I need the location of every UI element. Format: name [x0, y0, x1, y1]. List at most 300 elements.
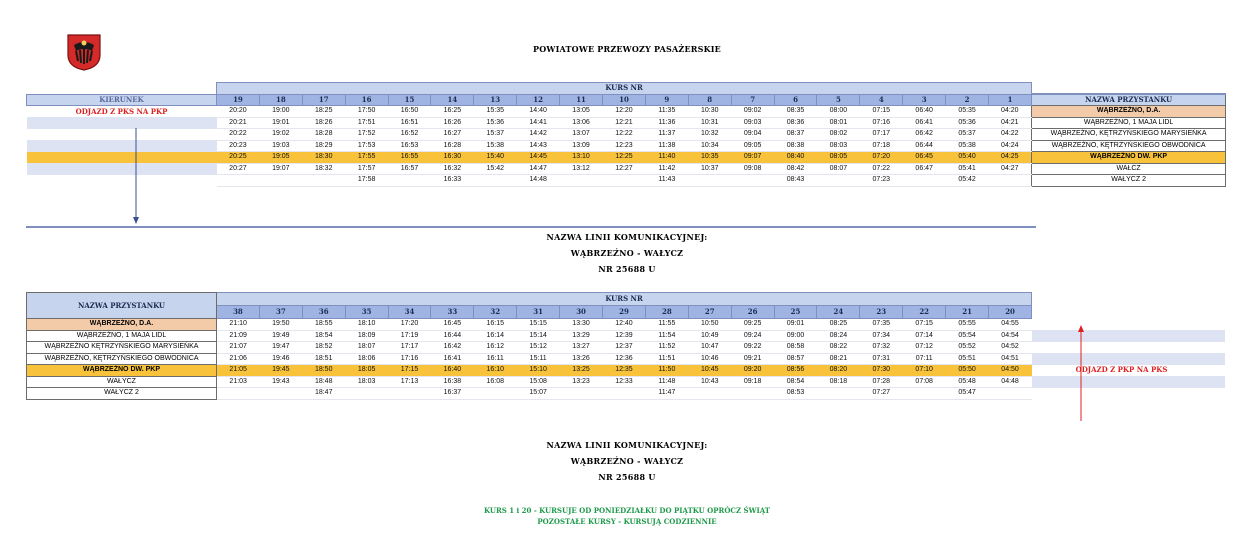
departure-time: 07:28: [860, 376, 903, 388]
departure-time: 17:15: [388, 365, 431, 377]
stop-name: WĄBRZEŹNO, D.A.: [27, 319, 217, 331]
kurs-nr-header: KURS NR: [217, 293, 1032, 306]
departure-time: 16:37: [431, 388, 474, 400]
table-row: [27, 163, 1226, 175]
departure-time: 12:40: [603, 319, 646, 331]
departure-time: [903, 388, 946, 400]
departure-time: 04:52: [989, 342, 1032, 354]
departure-time: 08:43: [774, 175, 817, 187]
departure-time: 12:39: [603, 330, 646, 342]
departure-time: 13:07: [560, 129, 603, 141]
stop-name: WĄBRZEŹNO, 1 MAJA LIDL: [27, 330, 217, 342]
departure-time: 16:42: [431, 342, 474, 354]
departure-time: 08:00: [817, 106, 860, 118]
departure-time: 16:40: [431, 365, 474, 377]
departure-time: [817, 175, 860, 187]
departure-time: 12:36: [603, 353, 646, 365]
departure-time: 10:35: [688, 152, 731, 164]
departure-time: 13:05: [560, 106, 603, 118]
direction-cell: [27, 129, 217, 141]
table-row: [27, 388, 1226, 400]
departure-time: 04:20: [989, 106, 1032, 118]
departure-time: 05:40: [946, 152, 989, 164]
departure-time: 14:40: [517, 106, 560, 118]
departure-time: [560, 175, 603, 187]
departure-time: 17:57: [345, 163, 388, 175]
course-number: 7: [731, 94, 774, 106]
stop-name: WĄBRZEŹNO, 1 MAJA LIDL: [1032, 117, 1226, 129]
departure-time: 10:34: [688, 140, 731, 152]
departure-time: 07:23: [860, 175, 903, 187]
stop-name-header: NAZWA PRZYSTANKU: [1032, 94, 1226, 106]
departure-time: 05:36: [946, 117, 989, 129]
departure-time: 07:15: [903, 319, 946, 331]
departure-time: 04:25: [989, 152, 1032, 164]
departure-time: 14:42: [517, 129, 560, 141]
departure-time: 15:11: [517, 353, 560, 365]
departure-time: 08:22: [817, 342, 860, 354]
departure-time: [817, 388, 860, 400]
line-name-label-2: NAZWA LINII KOMUNIKACYJNEJ:: [546, 440, 708, 450]
departure-time: 15:35: [474, 106, 517, 118]
departure-time: 16:32: [431, 163, 474, 175]
note-course-1-20: KURS 1 i 20 - KURSUJE OD PONIEDZIAŁKU DO PIĄTKU OPRÓCZ ŚWIĄT: [484, 506, 770, 515]
departure-time: 05:54: [946, 330, 989, 342]
course-number: 21: [946, 306, 989, 319]
departure-time: 08:37: [774, 129, 817, 141]
departure-time: 11:36: [645, 117, 688, 129]
departure-time: 20:27: [217, 163, 260, 175]
departure-time: 11:50: [645, 365, 688, 377]
departure-time: 08:02: [817, 129, 860, 141]
departure-time: [474, 175, 517, 187]
departure-time: 18:10: [345, 319, 388, 331]
departure-time: 12:22: [603, 129, 646, 141]
direction-cell: [27, 152, 217, 164]
departure-time: 18:09: [345, 330, 388, 342]
course-number: 22: [903, 306, 946, 319]
departure-time: 05:47: [946, 388, 989, 400]
table-row: [27, 152, 1226, 164]
departure-time: 04:55: [989, 319, 1032, 331]
departure-time: 09:04: [731, 129, 774, 141]
departure-time: 12:25: [603, 152, 646, 164]
course-number: 2: [946, 94, 989, 106]
departure-time: 07:30: [860, 365, 903, 377]
course-number: 25: [774, 306, 817, 319]
line-number-2: NR 25688 U: [598, 472, 656, 482]
departure-time: 11:35: [645, 106, 688, 118]
departure-time: 17:20: [388, 319, 431, 331]
departure-time: 12:33: [603, 376, 646, 388]
departure-time: 09:24: [731, 330, 774, 342]
departure-time: 08:20: [817, 365, 860, 377]
departure-time: 08:54: [774, 376, 817, 388]
departure-time: 19:49: [259, 330, 302, 342]
course-number: 36: [302, 306, 345, 319]
direction-arrow-down-icon: [132, 128, 140, 226]
departure-time: 13:25: [560, 365, 603, 377]
departure-time: 18:07: [345, 342, 388, 354]
stop-name: WĄBRZEŹNO, D.A.: [1032, 106, 1226, 118]
departure-time: 15:42: [474, 163, 517, 175]
departure-time: 05:50: [946, 365, 989, 377]
departure-time: 07:08: [903, 376, 946, 388]
stop-name: WAŁYCZ: [27, 376, 217, 388]
departure-time: 06:45: [903, 152, 946, 164]
departure-time: 16:14: [474, 330, 517, 342]
course-number: 34: [388, 306, 431, 319]
spacer: [1032, 306, 1226, 319]
departure-time: 12:23: [603, 140, 646, 152]
departure-time: 08:36: [774, 117, 817, 129]
departure-time: 07:27: [860, 388, 903, 400]
departure-time: 16:38: [431, 376, 474, 388]
departure-time: 07:12: [903, 342, 946, 354]
departure-time: 05:41: [946, 163, 989, 175]
departure-time: 09:07: [731, 152, 774, 164]
direction-cell: [27, 175, 217, 187]
course-number: 29: [603, 306, 646, 319]
stop-name-header: NAZWA PRZYSTANKU: [27, 293, 217, 319]
departure-time: 15:10: [517, 365, 560, 377]
departure-time: 04:22: [989, 129, 1032, 141]
departure-time: 21:06: [217, 353, 260, 365]
departure-time: 12:27: [603, 163, 646, 175]
departure-time: 16:41: [431, 353, 474, 365]
departure-time: [560, 388, 603, 400]
course-number: 13: [474, 94, 517, 106]
departure-time: 15:07: [517, 388, 560, 400]
departure-time: 16:12: [474, 342, 517, 354]
departure-time: 13:23: [560, 376, 603, 388]
departure-time: 20:21: [217, 117, 260, 129]
departure-time: [474, 388, 517, 400]
departure-time: 08:58: [774, 342, 817, 354]
departure-time: 16:51: [388, 117, 431, 129]
course-number: 27: [688, 306, 731, 319]
course-number: 35: [345, 306, 388, 319]
direction-cell: [1032, 353, 1226, 365]
departure-time: 05:35: [946, 106, 989, 118]
course-number: 28: [645, 306, 688, 319]
course-number: 5: [817, 94, 860, 106]
departure-time: 14:48: [517, 175, 560, 187]
departure-time: 19:47: [259, 342, 302, 354]
departure-time: 18:06: [345, 353, 388, 365]
departure-time: 07:10: [903, 365, 946, 377]
departure-time: 15:12: [517, 342, 560, 354]
course-number: 4: [860, 94, 903, 106]
departure-time: 05:51: [946, 353, 989, 365]
departure-time: 13:10: [560, 152, 603, 164]
departure-time: 11:54: [645, 330, 688, 342]
table-row: [27, 117, 1226, 129]
departure-time: 08:38: [774, 140, 817, 152]
departure-time: 16:26: [431, 117, 474, 129]
departure-time: 19:03: [259, 140, 302, 152]
stop-name: WĄBRZEŹNO DW. PKP: [27, 365, 217, 377]
departure-time: 12:20: [603, 106, 646, 118]
departure-time: 13:12: [560, 163, 603, 175]
departure-time: 06:40: [903, 106, 946, 118]
departure-time: 19:00: [259, 106, 302, 118]
departure-time: 16:30: [431, 152, 474, 164]
departure-time: [217, 175, 260, 187]
stop-name: WĄBRZEŹNO KĘTRZYŃSKIEGO MARYSIEŃKA: [27, 342, 217, 354]
departure-time: 19:46: [259, 353, 302, 365]
departure-time: 16:52: [388, 129, 431, 141]
departure-time: 06:47: [903, 163, 946, 175]
course-number: 33: [431, 306, 474, 319]
course-number: 9: [645, 94, 688, 106]
departure-time: 06:42: [903, 129, 946, 141]
departure-time: 18:30: [302, 152, 345, 164]
departure-time: 06:44: [903, 140, 946, 152]
departure-time: 07:22: [860, 163, 903, 175]
departure-time: 16:44: [431, 330, 474, 342]
course-number: 20: [989, 306, 1032, 319]
departure-time: 13:30: [560, 319, 603, 331]
page-title: POWIATOWE PRZEWOZY PASAŻERSKIE: [533, 44, 721, 54]
departure-time: 14:43: [517, 140, 560, 152]
departure-time: 08:25: [817, 319, 860, 331]
table-row: [27, 319, 1226, 331]
table-row: [27, 330, 1226, 342]
departure-time: 07:18: [860, 140, 903, 152]
departure-time: 14:47: [517, 163, 560, 175]
departure-time: 16:33: [431, 175, 474, 187]
departure-time: [388, 388, 431, 400]
departure-time: 16:50: [388, 106, 431, 118]
table-row: [27, 175, 1226, 187]
departure-time: 10:37: [688, 163, 731, 175]
departure-time: 15:14: [517, 330, 560, 342]
departure-time: 07:31: [860, 353, 903, 365]
departure-time: 15:15: [517, 319, 560, 331]
table1-bottom-rule: [26, 226, 1036, 228]
course-number: 31: [517, 306, 560, 319]
departure-time: 16:53: [388, 140, 431, 152]
line-number-1: NR 25688 U: [598, 264, 656, 274]
timetable-return: [26, 292, 1226, 400]
departure-time: 09:21: [731, 353, 774, 365]
departure-time: [688, 388, 731, 400]
departure-time: 04:21: [989, 117, 1032, 129]
departure-time: 07:34: [860, 330, 903, 342]
departure-time: 08:53: [774, 388, 817, 400]
departure-time: 19:05: [259, 152, 302, 164]
departure-time: 11:55: [645, 319, 688, 331]
departure-time: 05:38: [946, 140, 989, 152]
departure-time: 13:26: [560, 353, 603, 365]
departure-time: 04:51: [989, 353, 1032, 365]
departure-time: 04:27: [989, 163, 1032, 175]
departure-time: 09:08: [731, 163, 774, 175]
direction-cell: [1032, 319, 1226, 331]
direction-arrow-up-icon: [1077, 325, 1085, 421]
departure-time: 16:45: [431, 319, 474, 331]
direction-header: KIERUNEK: [27, 94, 217, 106]
departure-time: 13:29: [560, 330, 603, 342]
departure-time: [603, 175, 646, 187]
departure-time: 05:48: [946, 376, 989, 388]
course-number: 15: [388, 94, 431, 106]
departure-time: 21:07: [217, 342, 260, 354]
direction-cell: [1032, 330, 1226, 342]
departure-time: 18:32: [302, 163, 345, 175]
course-number: 8: [688, 94, 731, 106]
departure-time: 18:50: [302, 365, 345, 377]
departure-time: 17:55: [345, 152, 388, 164]
table-row: [27, 342, 1226, 354]
departure-time: [345, 388, 388, 400]
spacer: [1032, 83, 1226, 95]
departure-time: 10:47: [688, 342, 731, 354]
departure-time: 14:45: [517, 152, 560, 164]
departure-time: 19:02: [259, 129, 302, 141]
course-number: 1: [989, 94, 1032, 106]
line-route-2: WĄBRZEŹNO - WAŁYCZ: [570, 456, 684, 466]
departure-time: 15:37: [474, 129, 517, 141]
departure-time: 17:52: [345, 129, 388, 141]
departure-time: 07:16: [860, 117, 903, 129]
spacer: [1032, 293, 1226, 306]
departure-time: [259, 175, 302, 187]
departure-time: 12:21: [603, 117, 646, 129]
kurs-nr-header: KURS NR: [217, 83, 1032, 95]
departure-time: [989, 388, 1032, 400]
departure-time: 20:22: [217, 129, 260, 141]
departure-time: 09:05: [731, 140, 774, 152]
departure-time: 10:43: [688, 376, 731, 388]
departure-time: [388, 175, 431, 187]
spacer: [27, 83, 217, 95]
departure-time: 07:32: [860, 342, 903, 354]
departure-time: 16:08: [474, 376, 517, 388]
departure-time: 08:01: [817, 117, 860, 129]
course-number: 38: [217, 306, 260, 319]
stop-name: WĄBRZEŹNO, KĘTRZYŃSKIEGO OBWODNICA: [1032, 140, 1226, 152]
departure-time: 14:41: [517, 117, 560, 129]
departure-time: 15:40: [474, 152, 517, 164]
departure-time: [688, 175, 731, 187]
departure-time: 18:05: [345, 365, 388, 377]
course-number: 16: [345, 94, 388, 106]
departure-time: 10:30: [688, 106, 731, 118]
departure-time: 16:28: [431, 140, 474, 152]
stop-name: WĄBRZEŹNO, KĘTRZYŃSKIEGO OBWODNICA: [27, 353, 217, 365]
departure-time: 17:50: [345, 106, 388, 118]
departure-time: 18:28: [302, 129, 345, 141]
course-number: 32: [474, 306, 517, 319]
departure-time: 11:48: [645, 376, 688, 388]
table-row: [27, 376, 1226, 388]
departure-time: 19:43: [259, 376, 302, 388]
departure-time: 18:26: [302, 117, 345, 129]
departure-time: 15:08: [517, 376, 560, 388]
departure-time: 21:09: [217, 330, 260, 342]
course-number: 10: [603, 94, 646, 106]
departure-time: 11:38: [645, 140, 688, 152]
departure-time: 10:45: [688, 365, 731, 377]
departure-time: 10:31: [688, 117, 731, 129]
course-number: 19: [217, 94, 260, 106]
departure-time: 18:52: [302, 342, 345, 354]
departure-time: 16:25: [431, 106, 474, 118]
course-number: 6: [774, 94, 817, 106]
table-row: [27, 353, 1226, 365]
table-row: [27, 365, 1226, 377]
departure-time: 07:11: [903, 353, 946, 365]
departure-time: 09:22: [731, 342, 774, 354]
note-other-courses: POZOSTAŁE KURSY - KURSUJĄ CODZIENNIE: [537, 517, 717, 526]
departure-time: 09:02: [731, 106, 774, 118]
departure-time: 16:10: [474, 365, 517, 377]
departure-time: 08:56: [774, 365, 817, 377]
course-number: 17: [302, 94, 345, 106]
departure-time: 09:03: [731, 117, 774, 129]
departure-time: 07:15: [860, 106, 903, 118]
departure-time: 19:07: [259, 163, 302, 175]
direction-label: ODJAZD Z PKS NA PKP: [75, 106, 168, 116]
direction-label: ODJAZD Z PKP NA PKS: [1075, 365, 1168, 375]
departure-time: 15:36: [474, 117, 517, 129]
departure-time: [217, 388, 260, 400]
stop-name: WĄBRZEŹNO DW. PKP: [1032, 152, 1226, 164]
course-number: 14: [431, 94, 474, 106]
departure-time: 07:35: [860, 319, 903, 331]
table-row: [27, 140, 1226, 152]
table-row: [27, 106, 1226, 118]
table-row: [27, 129, 1226, 141]
departure-time: 16:11: [474, 353, 517, 365]
departure-time: 09:20: [731, 365, 774, 377]
departure-time: 08:35: [774, 106, 817, 118]
course-number: 23: [860, 306, 903, 319]
departure-time: 16:27: [431, 129, 474, 141]
departure-time: 21:03: [217, 376, 260, 388]
timetable-outbound: [26, 82, 1226, 187]
stop-name: WĄBRZEŹNO, KĘTRZYŃSKIEGO MARYSIEŃKA: [1032, 129, 1226, 141]
departure-time: 11:43: [645, 175, 688, 187]
departure-time: 10:46: [688, 353, 731, 365]
departure-time: [989, 175, 1032, 187]
direction-cell: [1032, 342, 1226, 354]
departure-time: 07:20: [860, 152, 903, 164]
departure-time: 09:01: [774, 319, 817, 331]
departure-time: 17:13: [388, 376, 431, 388]
departure-time: 17:17: [388, 342, 431, 354]
departure-time: 18:03: [345, 376, 388, 388]
departure-time: 17:16: [388, 353, 431, 365]
departure-time: 05:42: [946, 175, 989, 187]
departure-time: 08:03: [817, 140, 860, 152]
departure-time: 17:19: [388, 330, 431, 342]
course-number: 18: [259, 94, 302, 106]
departure-time: 18:48: [302, 376, 345, 388]
departure-time: 10:50: [688, 319, 731, 331]
departure-time: 08:05: [817, 152, 860, 164]
departure-time: 17:53: [345, 140, 388, 152]
departure-time: 18:25: [302, 106, 345, 118]
departure-time: 09:18: [731, 376, 774, 388]
departure-time: 21:05: [217, 365, 260, 377]
direction-cell: [1032, 376, 1226, 388]
departure-time: 18:47: [302, 388, 345, 400]
departure-time: 08:18: [817, 376, 860, 388]
departure-time: 20:20: [217, 106, 260, 118]
